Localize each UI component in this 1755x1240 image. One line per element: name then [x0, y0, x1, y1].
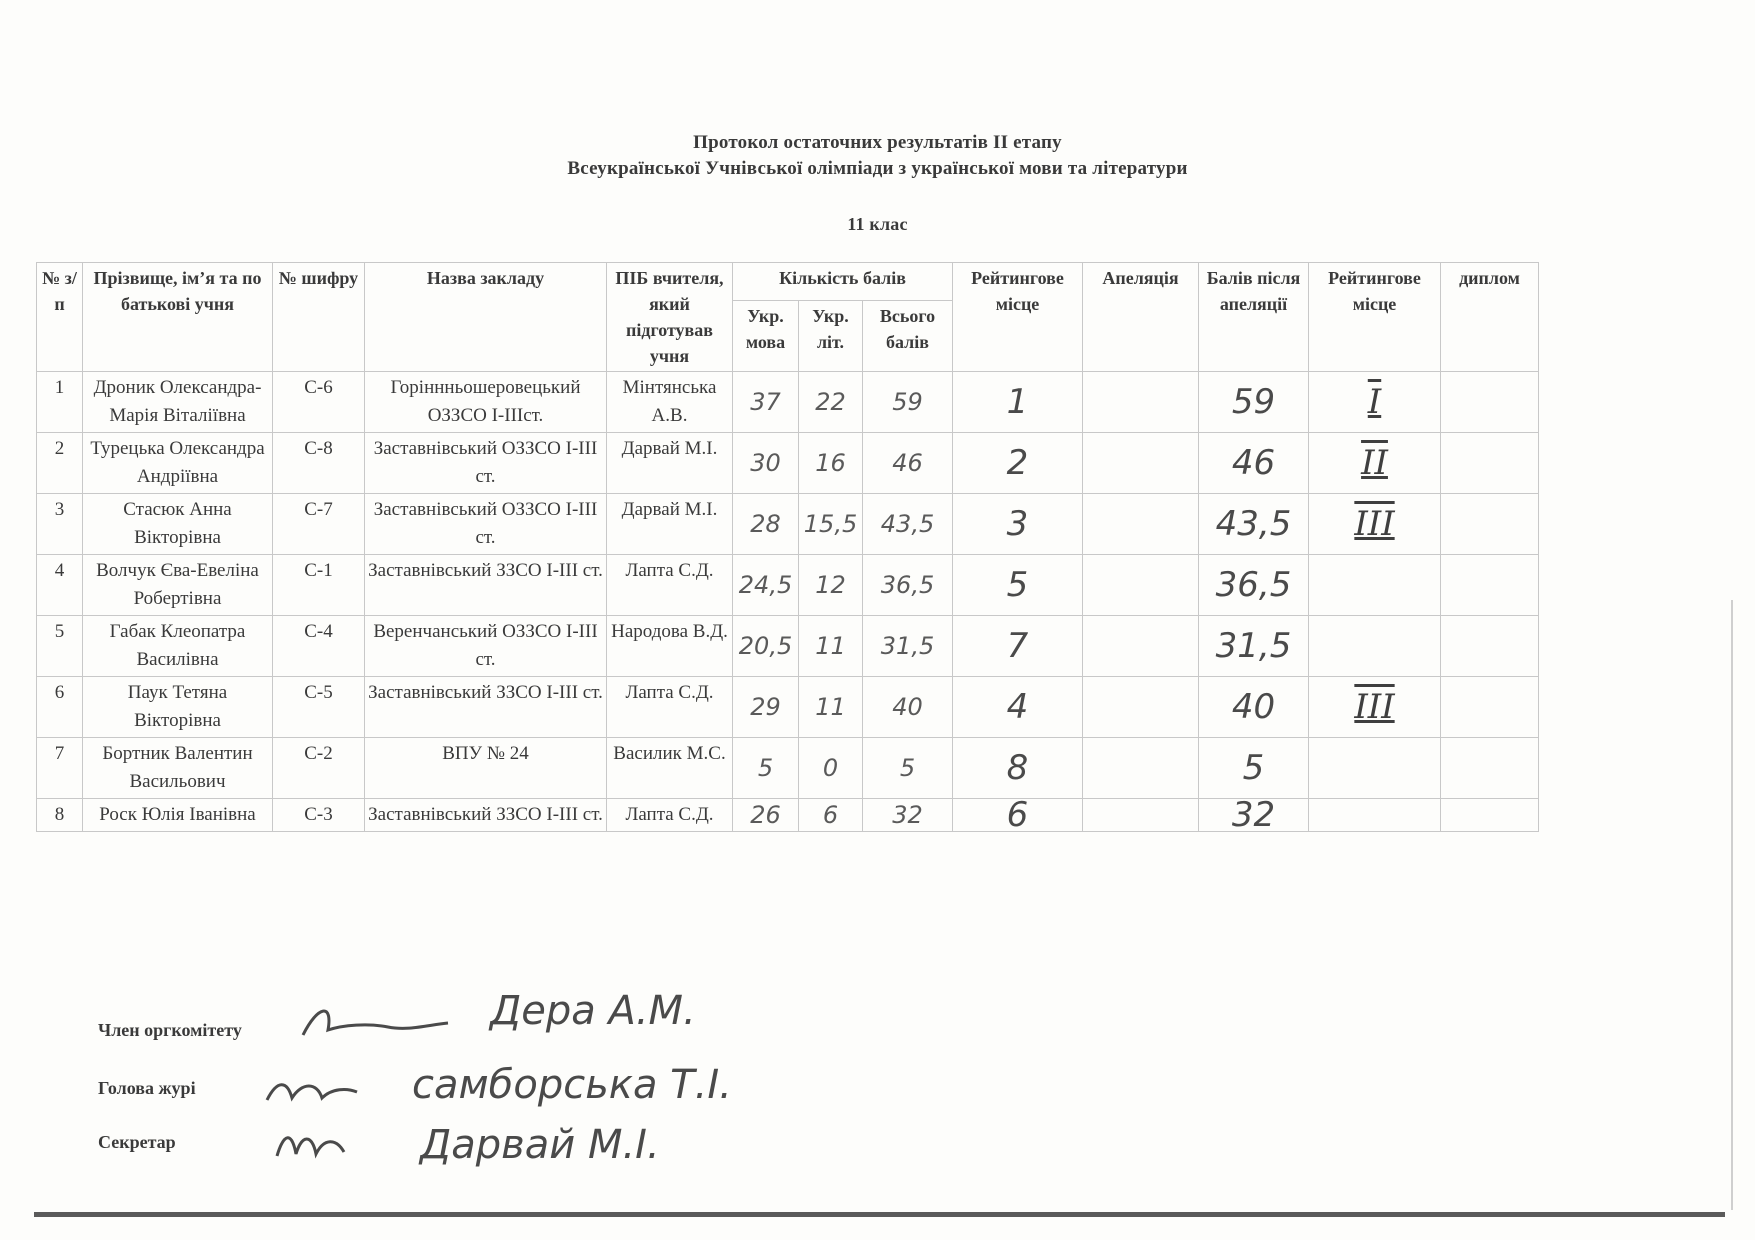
- row-name: Габак Клеопатра Василівна: [83, 616, 273, 677]
- row-after-appeal: 32: [1199, 799, 1309, 832]
- row-lit: 11: [799, 677, 863, 738]
- row-name: Роск Юлія Іванівна: [83, 799, 273, 832]
- row-total: 31,5: [863, 616, 953, 677]
- row-name: Стасюк Анна Вікторівна: [83, 494, 273, 555]
- results-table: [36, 262, 1539, 835]
- row-lit: 16: [799, 433, 863, 494]
- row-name: Дроник Олександра-Марія Віталіївна: [83, 372, 273, 433]
- row-rank: 2: [953, 433, 1083, 494]
- row-lit: 6: [799, 799, 863, 832]
- header-teacher: ПІБ вчителя, який підготував учня: [607, 263, 733, 372]
- row-after-appeal: 31,5: [1199, 616, 1309, 677]
- row-extra: [1441, 372, 1539, 433]
- row-total: 32: [863, 799, 953, 832]
- row-school: Заставнівський ЗЗСО І-ІІІ ст.: [365, 799, 607, 832]
- header-lang: Укр. мова: [733, 301, 799, 372]
- row-lit: 0: [799, 738, 863, 799]
- row-total: 40: [863, 677, 953, 738]
- header-diploma: диплом: [1441, 263, 1539, 372]
- row-num: 6: [37, 677, 83, 738]
- row-name: Бортник Валентин Васильович: [83, 738, 273, 799]
- header-num: № з/п: [37, 263, 83, 372]
- signature-scribble: [298, 995, 458, 1045]
- row-cipher: С-8: [273, 433, 365, 494]
- sig-name-org: Дера А.М.: [490, 988, 696, 1034]
- row-appeal: [1083, 494, 1199, 555]
- header-school: Назва закладу: [365, 263, 607, 372]
- row-extra: [1441, 616, 1539, 677]
- header-row: [37, 263, 1539, 301]
- row-teacher: Мінтянська А.В.: [607, 372, 733, 433]
- row-rank: 7: [953, 616, 1083, 677]
- row-rank: 5: [953, 555, 1083, 616]
- row-total: 5: [863, 738, 953, 799]
- header-name: Прізвище, ім’я та по батькові учня: [83, 263, 273, 372]
- sig-name-secretary: Дарвай М.І.: [420, 1122, 660, 1168]
- results-body: [37, 372, 1539, 835]
- row-cipher: С-4: [273, 616, 365, 677]
- row-lang: 26: [733, 799, 799, 832]
- row-after-appeal: 59: [1199, 372, 1309, 433]
- table-row: [37, 616, 1539, 677]
- row-num: 3: [37, 494, 83, 555]
- row-appeal: [1083, 433, 1199, 494]
- sig-role-jury: Голова журі: [98, 1078, 196, 1098]
- row-lang: 5: [733, 738, 799, 799]
- row-school: Веренчанський ОЗЗСО І-ІІІ ст.: [365, 616, 607, 677]
- row-lit: 22: [799, 372, 863, 433]
- sig-role-org: Член оргкомітету: [98, 1020, 242, 1040]
- row-total: 43,5: [863, 494, 953, 555]
- row-rank: 1: [953, 372, 1083, 433]
- row-diploma: [1309, 616, 1441, 677]
- row-rank: 4: [953, 677, 1083, 738]
- document-subtitle: Всеукраїнської Учнівської олімпіади з української мови та літератури: [567, 158, 1188, 179]
- row-cipher: С-2: [273, 738, 365, 799]
- row-lang: 37: [733, 372, 799, 433]
- table-row: [37, 494, 1539, 555]
- row-diploma: [1309, 738, 1441, 799]
- header-lit: Укр. літ.: [799, 301, 863, 372]
- row-school: Заставнівський ОЗЗСО І-ІІІ ст.: [365, 494, 607, 555]
- row-extra: [1441, 494, 1539, 555]
- grade-label: 11 клас: [847, 214, 908, 234]
- row-num: 1: [37, 372, 83, 433]
- signature-scribble: [262, 1070, 362, 1110]
- table-row: [37, 677, 1539, 738]
- row-extra: [1441, 799, 1539, 832]
- row-lit: 15,5: [799, 494, 863, 555]
- row-num: 2: [37, 433, 83, 494]
- table-row: [37, 555, 1539, 616]
- row-name: Паук Тетяна Вікторівна: [83, 677, 273, 738]
- table-row: [37, 738, 1539, 799]
- row-cipher: С-5: [273, 677, 365, 738]
- header-cipher: № шифру: [273, 263, 365, 372]
- row-rank: 8: [953, 738, 1083, 799]
- row-diploma: [1309, 799, 1441, 832]
- row-num: 8: [37, 799, 83, 832]
- table-row: [37, 799, 1539, 832]
- row-lang: 20,5: [733, 616, 799, 677]
- row-appeal: [1083, 738, 1199, 799]
- row-lang: 28: [733, 494, 799, 555]
- row-appeal: [1083, 555, 1199, 616]
- sig-name-jury: самборська Т.І.: [412, 1062, 732, 1108]
- row-num: 4: [37, 555, 83, 616]
- row-name: Волчук Єва-Евеліна Робертівна: [83, 555, 273, 616]
- row-teacher: Василик М.С.: [607, 738, 733, 799]
- row-after-appeal: 36,5: [1199, 555, 1309, 616]
- row-name: Турецька Олександра Андріївна: [83, 433, 273, 494]
- scan-edge: [34, 1212, 1725, 1217]
- row-cipher: С-6: [273, 372, 365, 433]
- row-teacher: Дарвай М.І.: [607, 494, 733, 555]
- row-after-appeal: 40: [1199, 677, 1309, 738]
- row-school: Заставнівський ЗЗСО І-ІІІ ст.: [365, 677, 607, 738]
- sig-role-secretary: Секретар: [98, 1132, 176, 1152]
- row-lit: 11: [799, 616, 863, 677]
- signature-scribble: [272, 1124, 352, 1164]
- scan-edge: [1731, 600, 1733, 1210]
- row-cipher: С-7: [273, 494, 365, 555]
- row-extra: [1441, 555, 1539, 616]
- row-cipher: С-3: [273, 799, 365, 832]
- row-appeal: [1083, 616, 1199, 677]
- row-total: 59: [863, 372, 953, 433]
- row-teacher: Народова В.Д.: [607, 616, 733, 677]
- header-points: Кількість балів: [733, 263, 953, 301]
- row-after-appeal: 43,5: [1199, 494, 1309, 555]
- row-lang: 30: [733, 433, 799, 494]
- row-diploma: ІІ: [1309, 433, 1441, 494]
- row-total: 36,5: [863, 555, 953, 616]
- row-lit: 12: [799, 555, 863, 616]
- row-appeal: [1083, 372, 1199, 433]
- header-appeal: Апеляція: [1083, 263, 1199, 372]
- header-rank: Рейтингове місце: [953, 263, 1083, 372]
- row-num: 5: [37, 616, 83, 677]
- row-total: 46: [863, 433, 953, 494]
- document-title: Протокол остаточних результатів ІІ етапу: [693, 132, 1062, 153]
- row-lang: 29: [733, 677, 799, 738]
- row-teacher: Лапта С.Д.: [607, 677, 733, 738]
- table-row: [37, 372, 1539, 433]
- row-rank: 6: [953, 799, 1083, 832]
- row-school: Заставнівський ЗЗСО І-ІІІ ст.: [365, 555, 607, 616]
- row-teacher: Лапта С.Д.: [607, 555, 733, 616]
- row-teacher: Дарвай М.І.: [607, 433, 733, 494]
- row-diploma: [1309, 555, 1441, 616]
- row-diploma: І: [1309, 372, 1441, 433]
- table-row: [37, 433, 1539, 494]
- row-diploma: ІІІ: [1309, 494, 1441, 555]
- header-rank-final: Рейтингове місце: [1309, 263, 1441, 372]
- row-extra: [1441, 677, 1539, 738]
- row-extra: [1441, 433, 1539, 494]
- row-cipher: С-1: [273, 555, 365, 616]
- row-school: Заставнівський ОЗЗСО І-ІІІ ст.: [365, 433, 607, 494]
- header-total: Всього балів: [863, 301, 953, 372]
- row-extra: [1441, 738, 1539, 799]
- header-after-appeal: Балів після апеляції: [1199, 263, 1309, 372]
- row-appeal: [1083, 677, 1199, 738]
- row-teacher: Лапта С.Д.: [607, 799, 733, 832]
- row-num: 7: [37, 738, 83, 799]
- row-rank: 3: [953, 494, 1083, 555]
- row-lang: 24,5: [733, 555, 799, 616]
- row-appeal: [1083, 799, 1199, 832]
- row-after-appeal: 5: [1199, 738, 1309, 799]
- row-school: Горіннньошеровецький ОЗЗСО І-ІІІст.: [365, 372, 607, 433]
- row-school: ВПУ № 24: [365, 738, 607, 799]
- row-after-appeal: 46: [1199, 433, 1309, 494]
- row-diploma: ІІІ: [1309, 677, 1441, 738]
